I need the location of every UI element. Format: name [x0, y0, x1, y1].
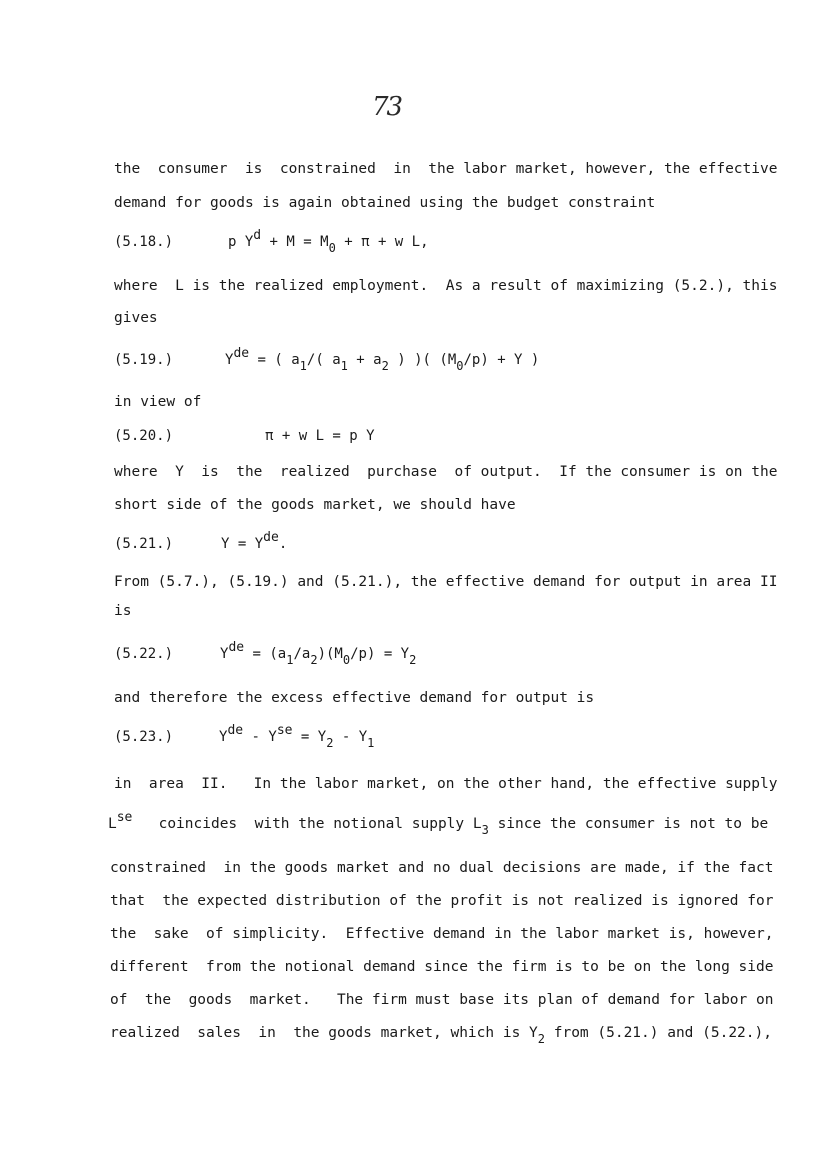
- text-line: short side of the goods market, we should have: [114, 497, 516, 513]
- equation-label: (5.23.): [114, 729, 174, 745]
- text-line: in area II. In the labor market, on the other hand, the effective supply: [114, 776, 778, 792]
- equation-5-20: π + w L = p Y: [265, 428, 375, 444]
- text-line: realized sales in the goods market, which is $Y_2$ from (5.21.) and (5.22.),: [110, 1025, 772, 1046]
- text-fragment: since the consumer is not to be: [497, 816, 769, 832]
- text-line: gives: [114, 310, 158, 326]
- text-line: Lse coincides with the notional supply $L_3$ since the consumer is not to be: [108, 810, 769, 837]
- equation-label: (5.22.): [114, 646, 174, 662]
- equation-5-22: Yde = (a1/a2)(M0/p) = Y2: [220, 640, 417, 667]
- page-number: 73: [372, 92, 402, 122]
- text-fragment: from (5.21.) and (5.22.),: [553, 1025, 772, 1041]
- equation-5-21: Y = Yde.: [221, 530, 288, 552]
- equation-5-19: Yde = ( a1/( a1 + a2 ) )( (M0/p) + Y ): [225, 346, 540, 373]
- text-line: where L is the realized employment. As a result of maximizing (5.2.), this: [114, 278, 778, 294]
- text-line: the consumer is constrained in the labor market, however, the effective: [114, 161, 778, 177]
- text-fragment: realized sales in the goods market, which is Y: [110, 1025, 538, 1041]
- text-line: demand for goods is again obtained using the budget constraint: [114, 195, 656, 211]
- text-line: where Y is the realized purchase of output. If the consumer is on the: [114, 464, 778, 480]
- equation-label: (5.19.): [114, 352, 174, 368]
- text-line: that the expected distribution of the profit is not realized is ignored for: [110, 893, 774, 909]
- text-line: From (5.7.), (5.19.) and (5.21.), the effective demand for output in area II: [114, 574, 778, 590]
- text-line: the sake of simplicity. Effective demand in the labor market is, however,: [110, 926, 774, 942]
- equation-5-23: Yde - Yse = Y2 - Y1: [219, 723, 375, 750]
- equation-label: (5.21.): [114, 536, 174, 552]
- text-line: of the goods market. The firm must base its plan of demand for labor on: [110, 992, 774, 1008]
- text-line: is: [114, 603, 132, 619]
- text-line: constrained in the goods market and no dual decisions are made, if the fact: [110, 860, 774, 876]
- equation-label: (5.18.): [114, 234, 174, 250]
- text-fragment: coincides with the notional supply L: [158, 816, 482, 832]
- equation-5-18: p Yd + M = M0 + π + w L,: [228, 228, 429, 255]
- equation-label: (5.20.): [114, 428, 174, 444]
- text-line: in view of: [114, 394, 202, 410]
- text-line: and therefore the excess effective demand for output is: [114, 690, 595, 706]
- text-line: different from the notional demand since the firm is to be on the long side: [110, 959, 774, 975]
